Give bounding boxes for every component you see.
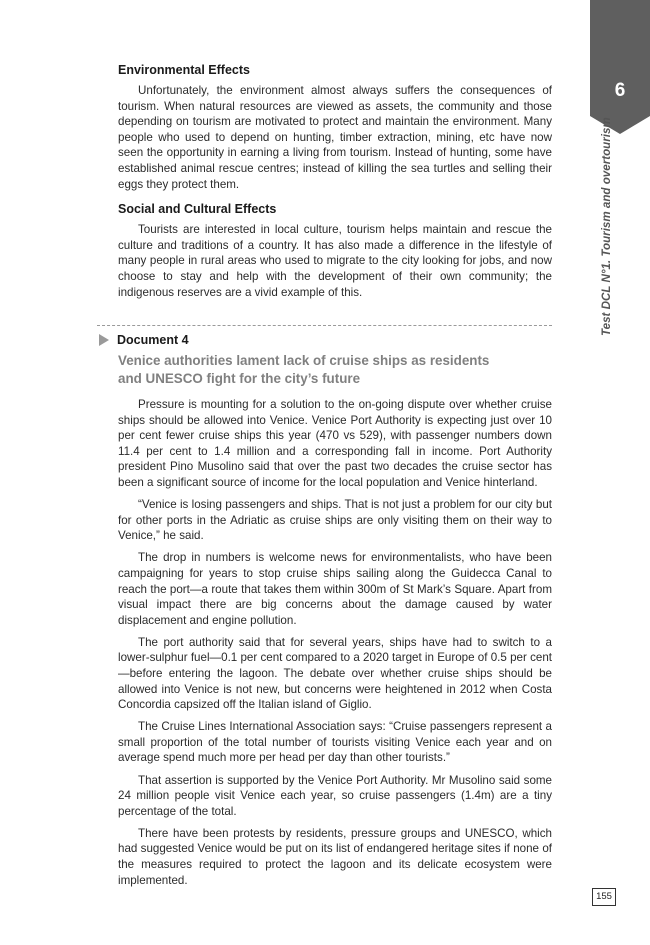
article-paragraph: The Cruise Lines International Association says: “Cruise passengers represent a small proportion of the total number of tourists visiting Venice each year and on average spend much more per head per day than other tourists.” [118, 720, 552, 765]
social-section [118, 201, 552, 300]
section-heading-social: Social and Cultural Effects [118, 202, 277, 217]
chapter-number: 6 [614, 80, 626, 101]
headline-line-1: Venice authorities lament lack of cruise ships as residents [118, 353, 490, 368]
triangle-arrow-icon [99, 334, 109, 346]
article-headline [118, 352, 498, 387]
article-paragraph: “Venice is losing passengers and ships. That is not just a problem for our city but for other ports in the Adriatic as cruise ships are only visiting them on their way to Venice,” he said. [118, 498, 552, 543]
article-paragraph: The port authority said that for several years, ships have had to switch to a lower-sulphur fuel—0.1 per cent compared to a 2020 target in Europe of 0.5 per cent—before entering the lagoon. The debate over whether cruise ships should be allowed into Venice is not new, but concerns were heightened in 2012 when Costa Concordia capsized off the Italian island of Giglio. [118, 635, 552, 712]
dashed-divider [97, 325, 552, 326]
article-paragraph: That assertion is supported by the Venice Port Authority. Mr Musolino said some 24 million people visit Venice each year, so cruise passengers (1.4m) are a tiny percentage of the total. [118, 773, 552, 818]
page-number: 155 [592, 888, 616, 906]
document-header [99, 333, 189, 347]
article-paragraph: There have been protests by residents, pressure groups and UNESCO, which had suggested Venice would be put on its list of endangered heritage sites if none of the measures required to protect the lagoon and its delicate ecosystem were implemented. [118, 826, 552, 887]
article-paragraph: Pressure is mounting for a solution to the on-going dispute over whether cruise ships should be allowed into Venice. Venice Port Authority is expecting just over 10 per cent fewer cruise ships this year (470 vs 529), with passenger numbers down 11.4 per cent to 1.4 million and a corresponding fall in income. Port Authority president Pino Musolino said that over the past two decades the cruise sector has been a significant source of income for the local population and Venice hinterland. [118, 398, 552, 489]
headline-line-2: and UNESCO fight for the city’s future [118, 370, 361, 386]
document-label: Document 4 [117, 333, 189, 347]
article-body [118, 397, 552, 895]
article-paragraph: The drop in numbers is welcome news for environmentalists, who have been campaigning for years to stop cruise ships sailing along the Guidecca Canal to reach the port—a route that takes them within 300m of St Mark’s Square. Apart from visual impact there are big concerns about the damage caused by water displacement and engine pollution. [118, 551, 552, 627]
running-title: Test DCL N°1. Tourism and overtourism [600, 117, 613, 336]
environmental-paragraph: Unfortunately, the environment almost always suffers the consequences of tourism. When natural resources are viewed as assets, the community and those depending on tourism are motivated to protect and maintain the environment. Many people who used to depend on hunting, timber extraction, mining, etc have now seen the opportunity in earning a living from tourism. Instead of hunting, some have established animal rescue centres; instead of killing the sea turtles and selling their eggs they protect them. [118, 84, 552, 191]
intro-sections [118, 62, 552, 304]
environmental-section [118, 62, 552, 192]
social-paragraph: Tourists are interested in local culture, tourism helps maintain and rescue the culture and traditions of a country. It has also made a difference in the lifestyle of many people in rural areas who used to migrate to the city looking for jobs, and now choose to stay and help with the development of their own community; the indigenous reserves are a vivid example of this. [118, 223, 552, 299]
chapter-tab [590, 0, 650, 116]
section-heading-environmental: Environmental Effects [118, 63, 250, 77]
